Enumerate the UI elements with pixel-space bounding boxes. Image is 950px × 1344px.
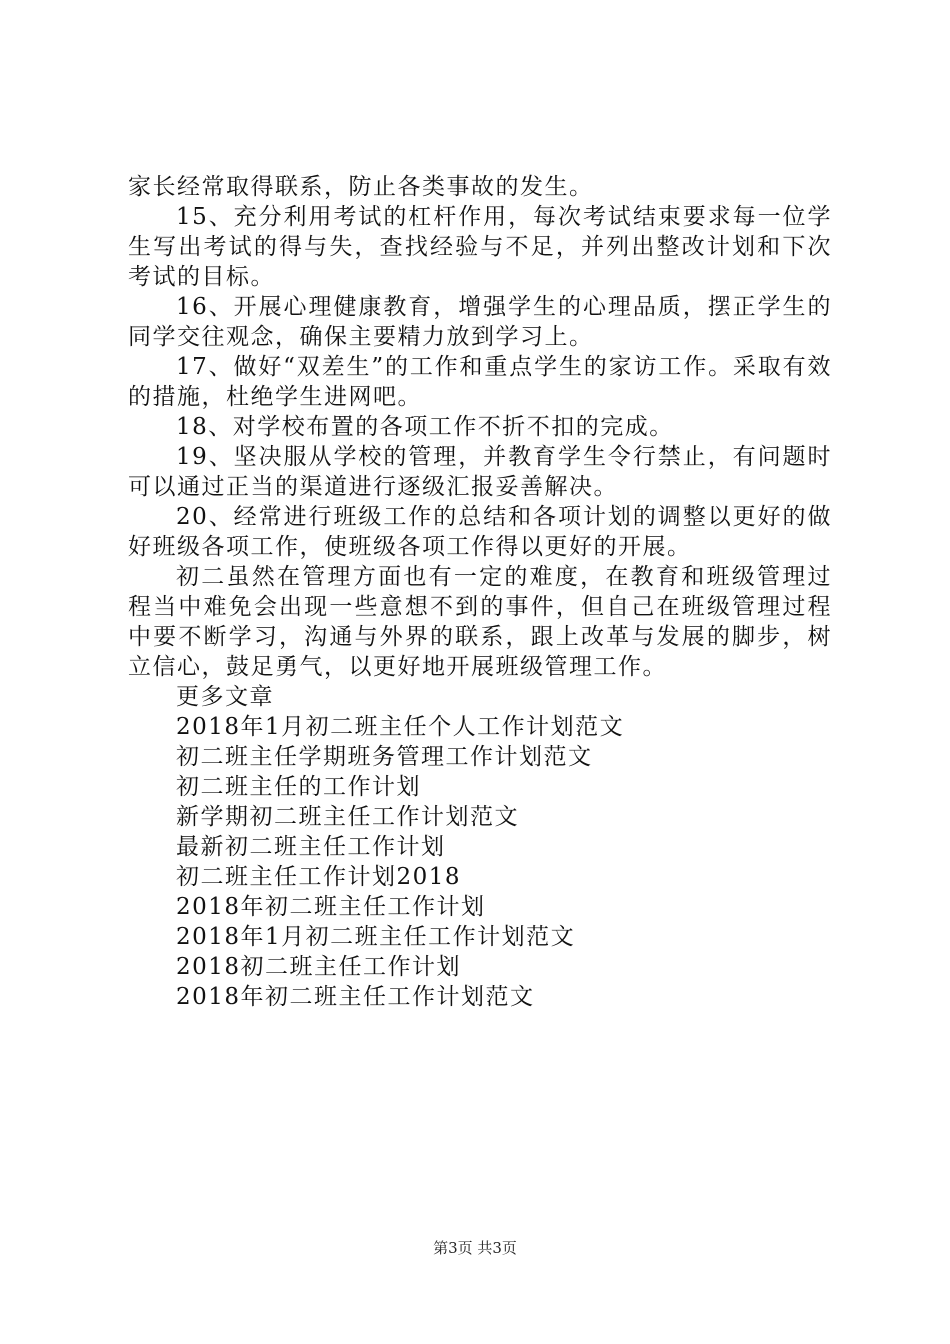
- list-item: [128, 892, 832, 922]
- list-item: [128, 862, 832, 892]
- article-link[interactable]: 初二班主任学期班务管理工作计划范文: [176, 744, 593, 770]
- paragraph-7: 20、经常进行班级工作的总结和各项计划的调整以更好的做好班级各项工作，使班级各项工作得以更好的开展。: [128, 504, 832, 560]
- list-item: [128, 952, 832, 982]
- paragraph-6: 19、坚决服从学校的管理，并教育学生令行禁止，有问题时可以通过正当的渠道进行逐级汇报妥善解决。: [128, 444, 832, 500]
- article-link[interactable]: 2018初二班主任工作计划: [176, 954, 462, 980]
- document-body: [128, 172, 832, 1012]
- list-item: [128, 712, 832, 742]
- more-articles-heading: 更多文章: [176, 684, 274, 710]
- article-link[interactable]: 2018年初二班主任工作计划: [176, 894, 486, 920]
- article-link[interactable]: 初二班主任的工作计划: [176, 774, 421, 800]
- paragraph-4: 17、做好“双差生”的工作和重点学生的家访工作。采取有效的措施，杜绝学生进网吧。: [128, 354, 832, 410]
- list-item: [128, 742, 832, 772]
- list-item: [128, 982, 832, 1012]
- paragraph-2: 15、充分利用考试的杠杆作用，每次考试结束要求每一位学生写出考试的得与失，查找经验与不足，并列出整改计划和下次考试的目标。: [128, 204, 832, 290]
- article-link[interactable]: 最新初二班主任工作计划: [176, 834, 446, 860]
- list-item: [128, 772, 832, 802]
- paragraph-5: 18、对学校布置的各项工作不折不扣的完成。: [176, 414, 674, 440]
- list-item: [128, 802, 832, 832]
- paragraph-1: 家长经常取得联系，防止各类事故的发生。: [128, 174, 594, 200]
- paragraph-3: 16、开展心理健康教育，增强学生的心理品质，摆正学生的同学交往观念，确保主要精力放到学习上。: [128, 294, 832, 350]
- page-number-footer: 第3页 共3页: [433, 1239, 517, 1257]
- paragraph-8: 初二虽然在管理方面也有一定的难度，在教育和班级管理过程当中难免会出现一些意想不到的事件，但自己在班级管理过程中要不断学习，沟通与外界的联系，跟上改革与发展的脚步，树立信心，鼓足勇气，以更好地开展班级管理工作。: [128, 564, 832, 680]
- article-link[interactable]: 2018年初二班主任工作计划范文: [176, 984, 535, 1010]
- article-link[interactable]: 2018年1月初二班主任工作计划范文: [176, 924, 576, 950]
- article-link[interactable]: 2018年1月初二班主任个人工作计划范文: [176, 714, 625, 740]
- list-item: [128, 832, 832, 862]
- article-link[interactable]: 初二班主任工作计划2018: [176, 864, 462, 890]
- list-item: [128, 922, 832, 952]
- more-articles-list: [128, 712, 832, 1012]
- article-link[interactable]: 新学期初二班主任工作计划范文: [176, 804, 519, 830]
